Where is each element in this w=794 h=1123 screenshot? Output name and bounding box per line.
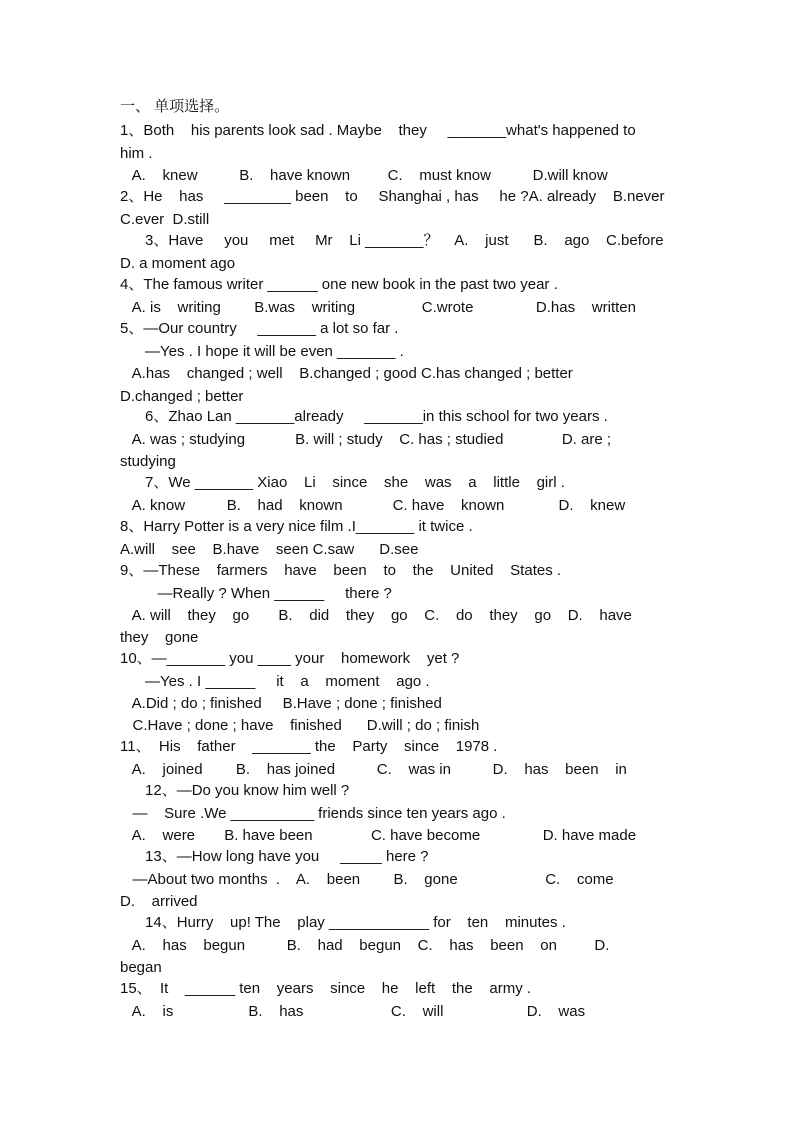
text-line: D. arrived (120, 893, 198, 910)
text-line: studying (120, 453, 176, 470)
text-line: A. joined B. has joined C. was in D. has been in (120, 761, 627, 778)
text-line: they gone (120, 629, 199, 646)
text-line: —About two months . A. been B. gone C. come (120, 871, 614, 888)
text-line: A. was ; studying B. will ; study C. has ; studied D. are ; (120, 431, 612, 448)
text-line: 5、—Our country _______ a lot so far . (120, 320, 399, 337)
text-line: 3、Have you met Mr Li _______？ A. just B. ago C.before (120, 232, 664, 249)
text-line: 15、 It ______ ten years since he left the army . (120, 980, 532, 997)
text-line: A. will they go B. did they go C. do they go D. have (120, 607, 632, 624)
text-line: 7、We _______ Xiao Li since she was a little girl . (120, 474, 565, 491)
text-line: A.Did ; do ; finished B.Have ; done ; finished (120, 695, 442, 712)
text-line: him . (120, 145, 153, 162)
text-line: 2、He has ________ been to Shanghai , has he ?A. already B.never (120, 188, 665, 205)
text-line: —Yes . I hope it will be even _______ . (120, 343, 404, 360)
text-line: A. is writing B.was writing C.wrote D.has written (120, 299, 636, 316)
text-line: 12、—Do you know him well ? (120, 782, 350, 799)
text-line: A. is B. has C. will D. was (120, 1003, 586, 1020)
text-line: D. a moment ago (120, 255, 236, 272)
text-line: C.ever D.still (120, 211, 210, 228)
text-line: began (120, 959, 162, 976)
text-line: A. has begun B. had begun C. has been on D. (120, 937, 610, 954)
text-line: D.changed ; better (120, 388, 244, 405)
text-line: A.will see B.have seen C.saw D.see (120, 541, 419, 558)
section-title: 一、 单项选择。 (120, 98, 230, 115)
text-line: 8、Harry Potter is a very nice film .I_______ it twice . (120, 518, 473, 535)
text-line: C.Have ; done ; have finished D.will ; do ; finish (120, 717, 480, 734)
text-line: A. know B. had known C. have known D. knew (120, 497, 626, 514)
text-line: 4、The famous writer ______ one new book in the past two year . (120, 276, 558, 293)
text-line: 1、Both his parents look sad . Maybe they _______what's happened to (120, 122, 636, 139)
text-line: A.has changed ; well B.changed ; good C.has changed ; better (120, 365, 573, 382)
text-line: — Sure .We __________ friends since ten years ago . (120, 805, 506, 822)
text-line: 6、Zhao Lan _______already _______in this school for two years . (120, 408, 608, 425)
text-line: A. were B. have been C. have become D. have made (120, 827, 637, 844)
text-line: 13、—How long have you _____ here ? (120, 848, 429, 865)
text-line: A. knew B. have known C. must know D.will know (120, 167, 608, 184)
text-line: 10、—_______ you ____ your homework yet ? (120, 650, 460, 667)
text-line: —Yes . I ______ it a moment ago . (120, 673, 430, 690)
text-line: —Really ? When ______ there ? (120, 585, 392, 602)
text-line: 14、Hurry up! The play ____________ for ten minutes . (120, 914, 566, 931)
text-line: 9、—These farmers have been to the United States . (120, 562, 562, 579)
text-line: 11、 His father _______ the Party since 1978 . (120, 738, 498, 755)
